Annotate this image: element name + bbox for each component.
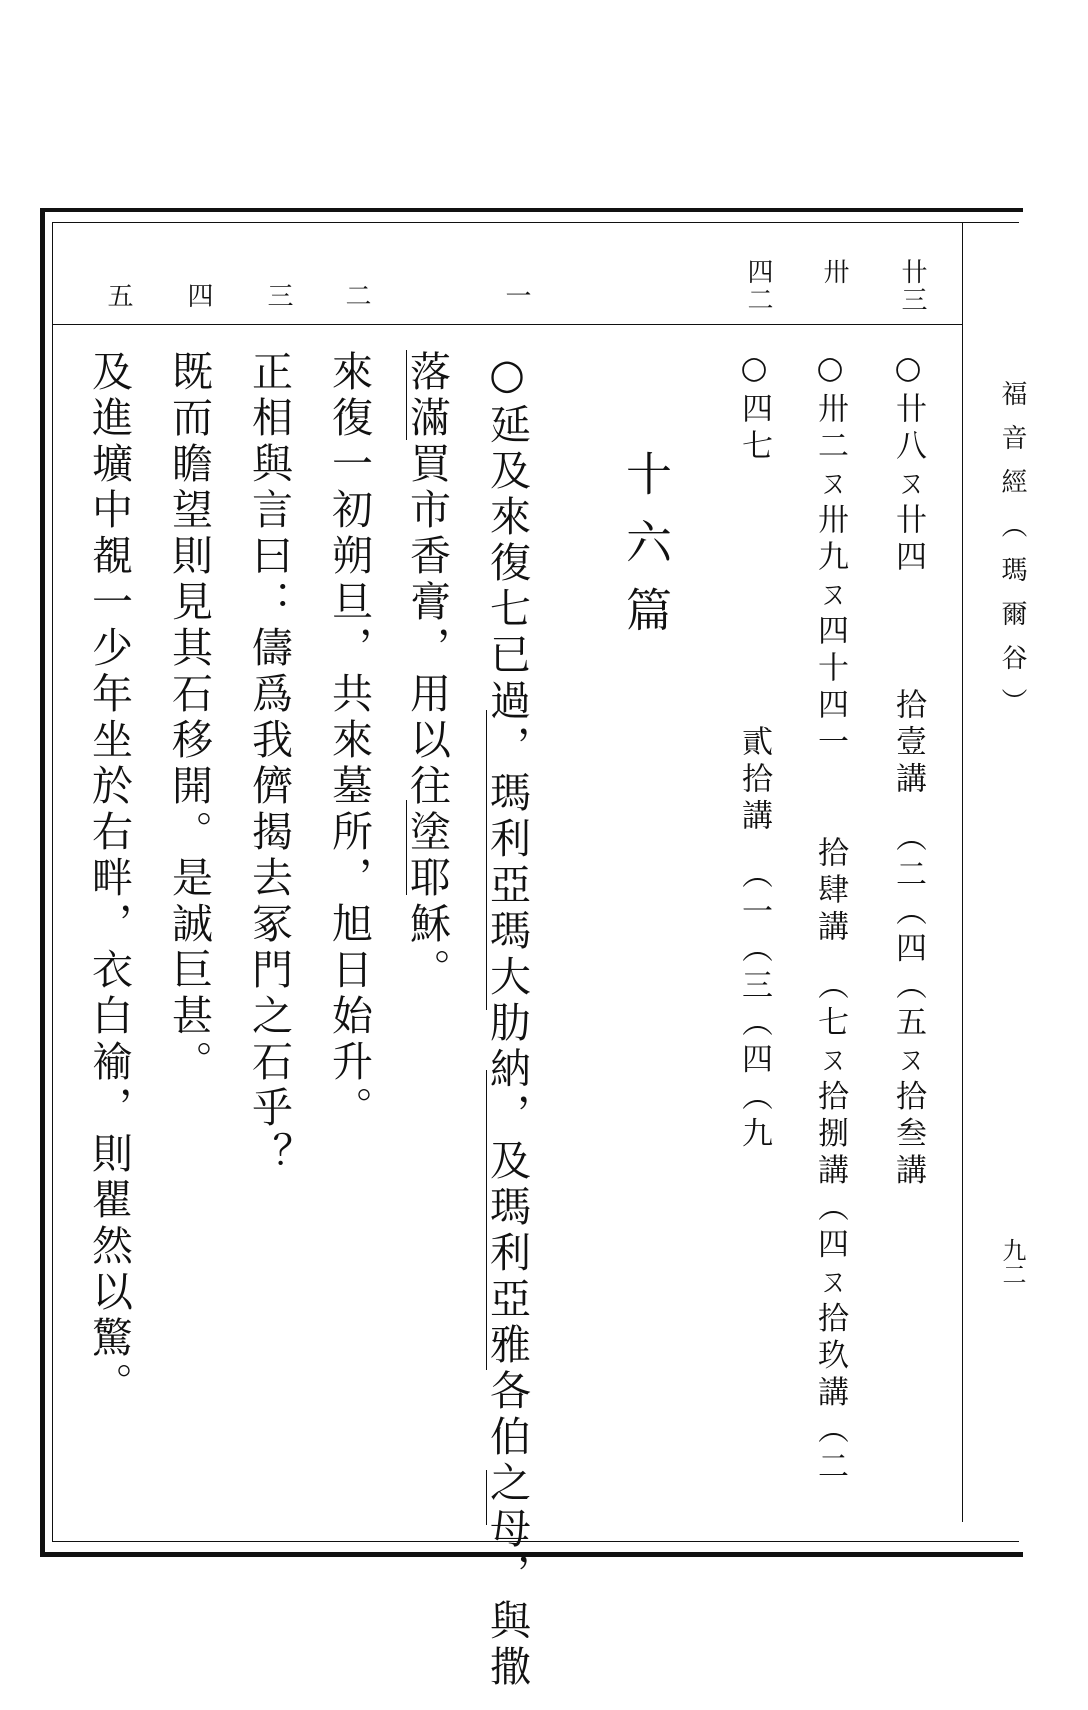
reference-line: ○卄八ㄡ卄四 拾壹講 （二（四（五ㄡ拾叁講 (890, 350, 926, 1191)
proper-name-mark (486, 1470, 487, 1525)
verse-number: 一 (501, 282, 531, 310)
verse-text: 正相與言曰：儔爲我儕揭去冢門之石乎？ (245, 350, 293, 1178)
margin-rule (962, 222, 963, 1522)
verse-text: ○延及來復七已過，瑪利亞瑪大肋納，及瑪利亞雅各伯之母，與撒 (483, 350, 531, 1691)
chapter-title: 十六篇 (619, 450, 673, 654)
proper-name-mark (486, 1070, 487, 1370)
running-head: 福音經（瑪爾谷） (997, 380, 1027, 732)
verse-text: 既而瞻望則見其石移開。是誠巨甚。 (165, 350, 213, 1086)
reference-number: 四二 (743, 258, 773, 314)
page-number: 九二 (998, 1238, 1026, 1286)
verse-text: 來復一初朔旦，共來墓所，旭日始升。 (325, 350, 373, 1132)
verse-number: 四 (183, 282, 213, 310)
verse-number-rule (52, 324, 962, 325)
verse-text: 落滿買市香膏，用以往塗耶穌。 (403, 350, 451, 994)
proper-name-mark (406, 800, 407, 895)
reference-line: ○四七 貳拾講 （一（三（四（九 (736, 350, 772, 1154)
reference-line: ○卅二ㄡ卅九ㄡ四十四一 拾肆講 （七ㄡ拾捌講（四ㄡ拾玖講（二 (812, 350, 848, 1487)
verse-number: 五 (103, 282, 133, 310)
verse-number: 三 (263, 282, 293, 310)
reference-number: 卄三 (897, 258, 927, 314)
proper-name-mark (486, 710, 487, 1010)
verse-number: 二 (341, 282, 371, 310)
reference-number: 卅 (819, 258, 849, 286)
proper-name-mark (406, 350, 407, 440)
verse-text: 及進壙中覩一少年坐於右畔，衣白褕，則瞿然以驚。 (85, 350, 133, 1408)
